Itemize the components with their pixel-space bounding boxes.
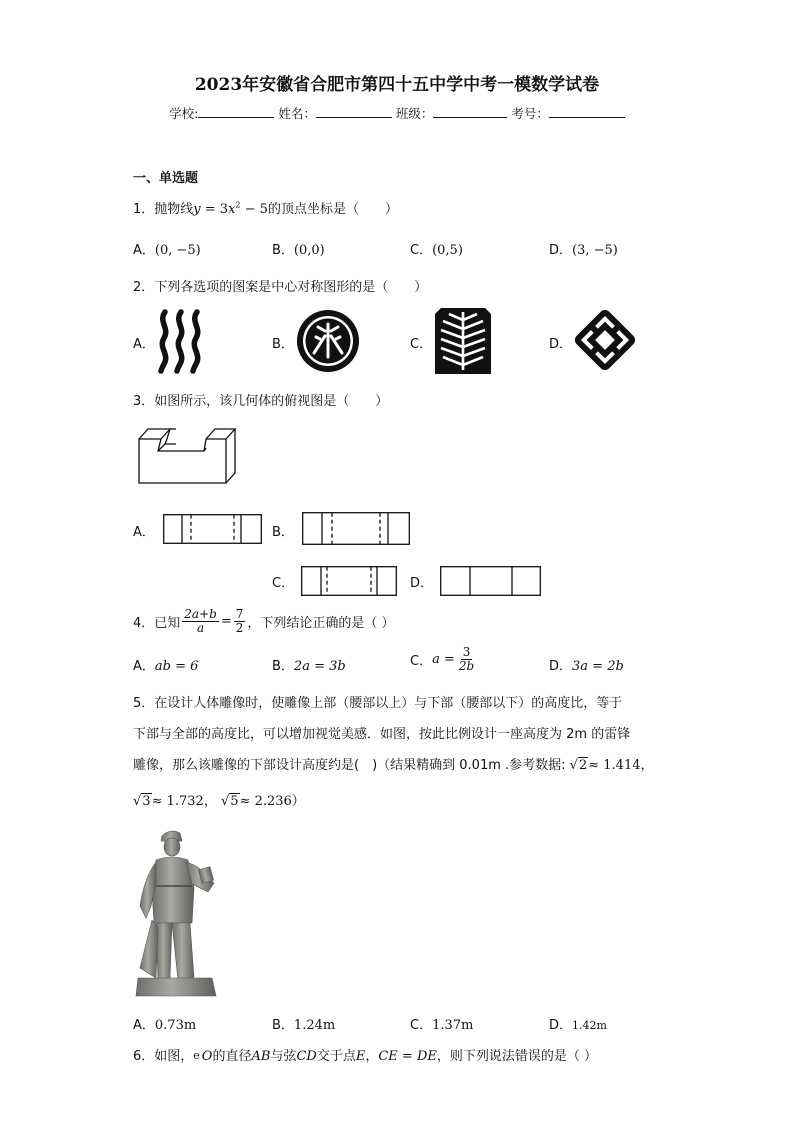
q4-fraction-1 bbox=[182, 608, 219, 635]
q5-line4-approx-1: ≈ 1.732， bbox=[151, 794, 217, 809]
q6-E: E bbox=[355, 1049, 366, 1064]
option-value: 1.24m bbox=[293, 1018, 336, 1033]
q6-O: O bbox=[201, 1049, 213, 1064]
school-label: 学校: bbox=[169, 106, 199, 121]
page-title: 2023年安徽省合肥市第四十五中学中考一模数学试卷 bbox=[194, 75, 600, 95]
option-label: A． bbox=[133, 1018, 155, 1033]
top-view-d-icon bbox=[440, 566, 541, 596]
q4-eq: = bbox=[220, 614, 232, 629]
top-view-b-icon bbox=[302, 512, 410, 545]
q5-sqrt-3: 3 bbox=[142, 794, 151, 809]
question-5-line-3 bbox=[133, 754, 654, 773]
question-5-line-1: 5．在设计人体雕像时，使雕像上部（腰部以上）与下部（腰部以下）的高度比，等于 bbox=[133, 696, 623, 711]
q6-condition: CE = DE bbox=[378, 1049, 437, 1064]
q4-option-d[interactable] bbox=[549, 655, 624, 674]
knot-pattern-icon bbox=[573, 308, 637, 372]
frac-den: 2b bbox=[458, 659, 475, 673]
sqrt-symbol-icon: √ bbox=[569, 758, 578, 773]
frac-num: 2a+b bbox=[184, 607, 217, 621]
section-title: 一、单选题 bbox=[133, 171, 199, 186]
option-label: A． bbox=[133, 243, 155, 258]
class-label: 班级： bbox=[395, 106, 434, 121]
q1-eq-b: − 5 bbox=[240, 202, 268, 217]
q5-sqrt-5: 5 bbox=[230, 794, 239, 809]
q4-prefix: 4．已知 bbox=[133, 616, 181, 631]
q2-option-c[interactable]: C． bbox=[410, 337, 433, 352]
q4-option-a[interactable] bbox=[133, 655, 198, 674]
solid-figure-icon bbox=[136, 424, 240, 486]
q6-circle-symbol: e bbox=[193, 1049, 200, 1062]
q5-option-d[interactable] bbox=[549, 1014, 607, 1033]
q2-option-a[interactable]: A． bbox=[133, 337, 155, 352]
q5-line3-text: 雕像，那么该雕像的下部设计高度约是( )（结果精确到 0.01m .参考数据: bbox=[133, 758, 566, 773]
q2-option-b[interactable]: B． bbox=[272, 337, 294, 352]
option-value: ab = 6 bbox=[154, 659, 199, 674]
option-value: (0,0) bbox=[293, 243, 325, 258]
q6-text-c: 与弦 bbox=[270, 1049, 297, 1064]
q6-text-f: ，则下列说法错误的是（ ） bbox=[436, 1049, 598, 1064]
option-label: C． bbox=[410, 1018, 433, 1033]
question-5-line-2: 下部与全部的高度比，可以增加视觉美感．如图，按此比例设计一座高度为 2m 的雷锋 bbox=[133, 727, 631, 742]
option-value: 0.73m bbox=[154, 1018, 197, 1033]
option-value: 1.42m bbox=[572, 1019, 607, 1032]
q6-text-e: ， bbox=[365, 1049, 379, 1064]
option-label: D． bbox=[549, 243, 573, 258]
option-label: B． bbox=[272, 243, 294, 258]
q1-option-a[interactable] bbox=[133, 239, 201, 258]
q1-option-c[interactable] bbox=[410, 239, 463, 258]
q6-text-b: 的直径 bbox=[212, 1049, 252, 1064]
question-2: 2．下列各选项的图案是中心对称图形的是（ ） bbox=[133, 280, 428, 295]
q6-AB: AB bbox=[251, 1049, 271, 1064]
option-label: D． bbox=[549, 1018, 573, 1033]
sqrt-symbol-icon: √ bbox=[133, 794, 142, 809]
q1-prefix: 1．抛物线 bbox=[133, 202, 194, 217]
option-label: C． bbox=[410, 654, 433, 669]
q5-line3-approx: ≈ 1.414， bbox=[588, 758, 654, 773]
q5-sqrt-2: 2 bbox=[578, 758, 588, 773]
sqrt-symbol-icon: √ bbox=[220, 794, 230, 809]
option-value: 1.37m bbox=[432, 1018, 474, 1033]
option-value: (0, −5) bbox=[154, 243, 201, 258]
question-6 bbox=[133, 1045, 597, 1064]
q1-eq-x: x bbox=[228, 202, 236, 217]
student-info-line bbox=[0, 104, 794, 122]
circle-emblem-icon bbox=[296, 309, 360, 373]
top-view-a-icon bbox=[163, 514, 262, 544]
wavy-pattern-icon bbox=[156, 308, 208, 374]
q4-c-fraction bbox=[457, 646, 476, 673]
q4-suffix: ，下列结论正确的是（ ） bbox=[247, 616, 395, 631]
q3-option-b[interactable]: B． bbox=[272, 525, 294, 540]
name-blank[interactable] bbox=[316, 105, 392, 118]
q1-eq-y: y bbox=[193, 202, 201, 217]
frac-den: a bbox=[196, 621, 205, 635]
option-value: 2a = 3b bbox=[293, 659, 346, 674]
q6-text-a: 6．如图， bbox=[133, 1049, 194, 1064]
name-label: 姓名： bbox=[278, 106, 316, 121]
option-label: C． bbox=[410, 243, 433, 258]
frac-num: 7 bbox=[235, 607, 244, 621]
option-label: B． bbox=[272, 1018, 294, 1033]
q3-option-a[interactable]: A． bbox=[133, 525, 155, 540]
q6-CD: CD bbox=[296, 1049, 317, 1064]
q1-suffix: 的顶点坐标是（ ） bbox=[267, 202, 398, 217]
frac-den: 2 bbox=[235, 621, 244, 635]
q4-fraction-2 bbox=[234, 608, 246, 635]
q1-option-d[interactable] bbox=[549, 239, 618, 258]
q5-line4-approx-2: ≈ 2.236） bbox=[239, 794, 305, 809]
q1-option-b[interactable] bbox=[272, 239, 325, 258]
q4-option-c[interactable] bbox=[410, 646, 478, 673]
option-value: 3a = 2b bbox=[572, 659, 624, 674]
option-label: A． bbox=[133, 659, 155, 674]
q4-option-b[interactable] bbox=[272, 655, 346, 674]
class-blank[interactable] bbox=[433, 105, 507, 118]
q2-option-d[interactable]: D． bbox=[549, 337, 573, 352]
question-3: 3．如图所示，该几何体的俯视图是（ ） bbox=[133, 394, 389, 409]
q5-option-c[interactable] bbox=[410, 1014, 473, 1033]
option-value: (3, −5) bbox=[572, 243, 618, 258]
question-5-line-4 bbox=[133, 790, 305, 809]
option-value: (0,5) bbox=[432, 243, 463, 258]
option-label: B． bbox=[272, 659, 294, 674]
number-blank[interactable] bbox=[549, 105, 625, 118]
statue-image bbox=[134, 828, 218, 998]
q5-option-a[interactable] bbox=[133, 1014, 196, 1033]
q1-eq-sup: 2 bbox=[235, 200, 241, 210]
q3-option-c[interactable]: C． bbox=[272, 576, 295, 591]
q1-eq-a: = 3 bbox=[200, 202, 229, 217]
school-blank[interactable] bbox=[198, 105, 274, 118]
question-1 bbox=[133, 198, 398, 217]
q6-text-d: 交于点 bbox=[316, 1049, 356, 1064]
option-value: a = bbox=[432, 652, 455, 667]
option-label: D． bbox=[549, 659, 573, 674]
number-label: 考号： bbox=[511, 106, 549, 121]
top-view-c-icon bbox=[301, 566, 397, 596]
frac-num: 3 bbox=[462, 645, 471, 659]
q3-option-d[interactable]: D． bbox=[410, 576, 434, 591]
tree-pattern-icon bbox=[435, 308, 491, 374]
question-4 bbox=[133, 608, 395, 635]
q5-option-b[interactable] bbox=[272, 1014, 335, 1033]
